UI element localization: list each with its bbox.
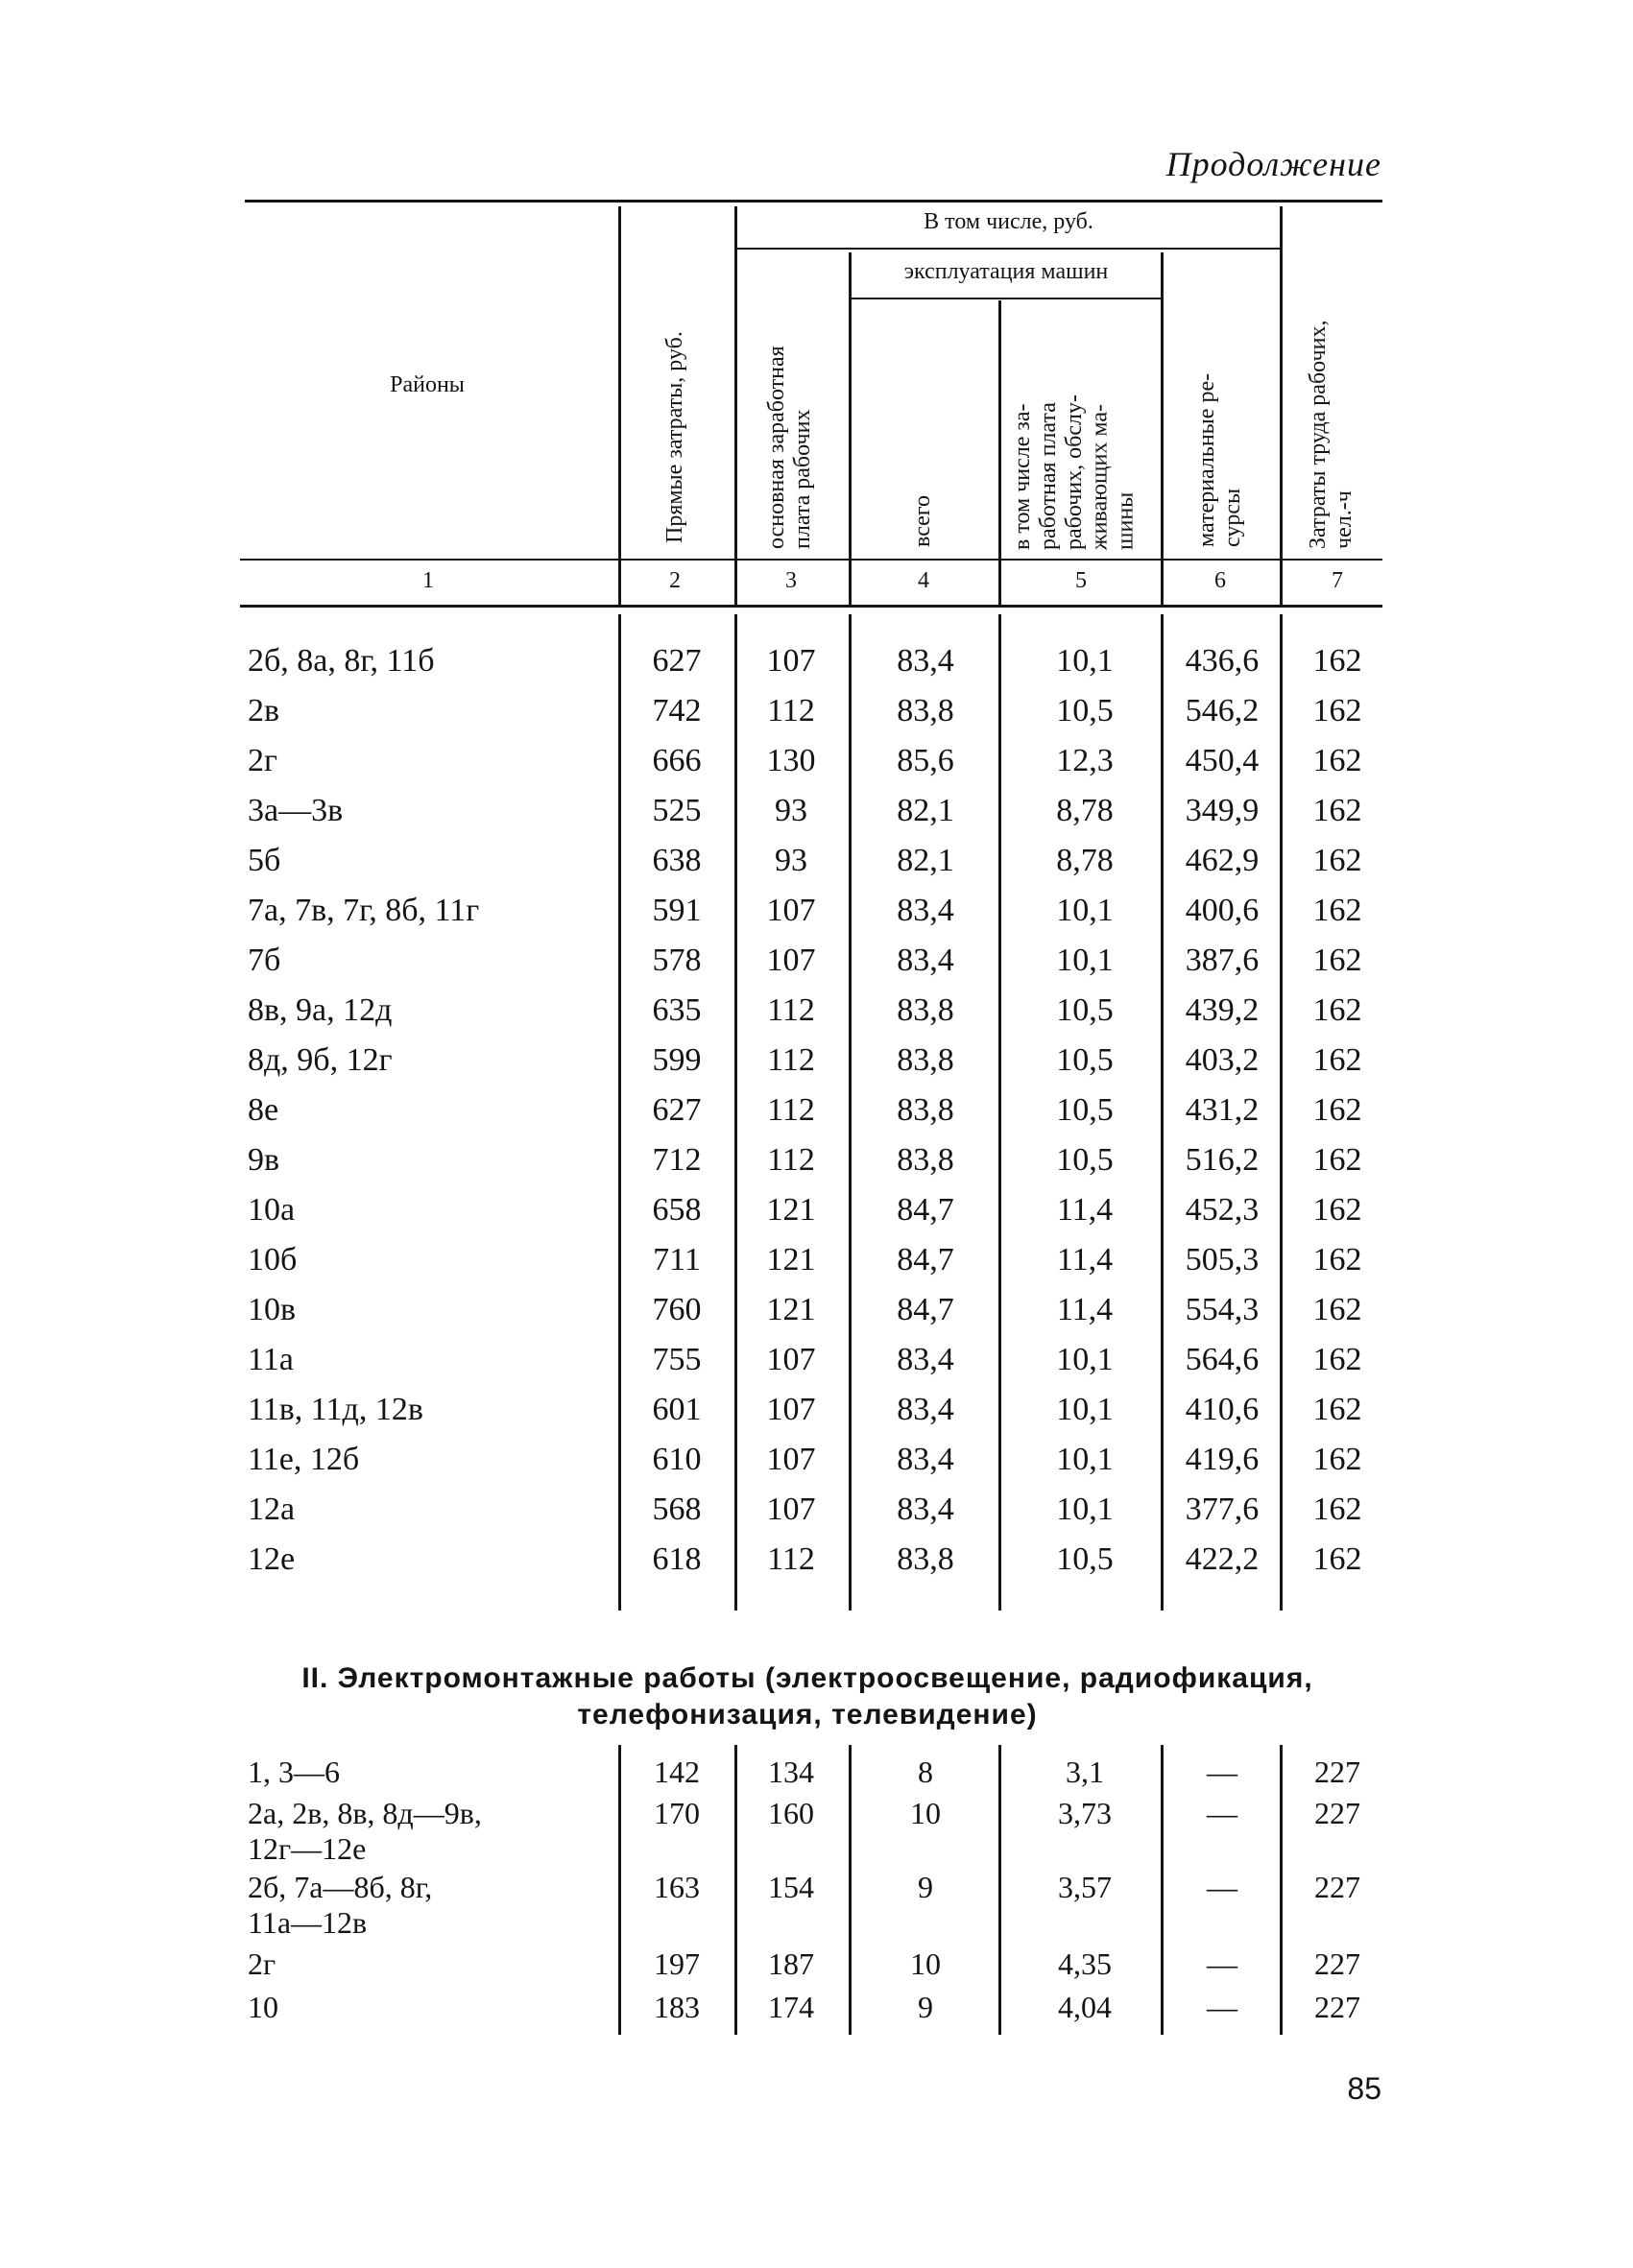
labor-cell: 162 <box>1312 693 1362 728</box>
machine-total-cell: 83,8 <box>897 992 954 1028</box>
base-wages-cell: 107 <box>766 1492 816 1527</box>
direct-costs-cell: 197 <box>654 1946 700 1981</box>
direct-costs-cell: 638 <box>652 843 702 878</box>
direct-costs-cell: 142 <box>654 1755 700 1789</box>
direct-costs-cell: 658 <box>652 1192 702 1228</box>
divider-4 <box>998 300 1001 605</box>
machine-wages-cell: 3,57 <box>1058 1870 1112 1904</box>
district-cell: 11в, 11д, 12в <box>248 1392 423 1427</box>
labor-cell: 162 <box>1312 1492 1362 1527</box>
base-wages-cell: 187 <box>768 1946 814 1981</box>
header-labor: Затраты труда рабочих, чел.-ч <box>1306 320 1357 549</box>
district-cell: 2а, 2в, 8в, 8д—9в, 12г—12е <box>248 1796 482 1866</box>
district-cell: 3а—3в <box>248 793 344 828</box>
base-wages-cell: 174 <box>768 1990 814 2024</box>
machine-wages-cell: 3,1 <box>1066 1755 1104 1789</box>
divider-3 <box>849 252 852 605</box>
district-cell: 10в <box>248 1292 297 1327</box>
machine-total-cell: 83,8 <box>897 1042 954 1078</box>
machine-total-cell: 10 <box>910 1796 941 1830</box>
header-districts: Районы <box>390 372 465 397</box>
district-cell: 2г <box>248 1946 276 1981</box>
materials-cell: 400,6 <box>1185 893 1260 928</box>
materials-cell: 439,2 <box>1185 992 1260 1028</box>
machine-total-cell: 10 <box>910 1946 941 1981</box>
machine-wages-cell: 10,5 <box>1056 693 1114 728</box>
base-wages-cell: 107 <box>766 643 816 679</box>
district-cell: 12а <box>248 1492 296 1527</box>
labor-cell: 227 <box>1314 1870 1360 1904</box>
district-cell: 10а <box>248 1192 296 1228</box>
base-wages-cell: 121 <box>766 1292 816 1327</box>
labor-cell: 162 <box>1312 1292 1362 1327</box>
materials-cell: 410,6 <box>1185 1392 1260 1427</box>
labor-cell: 162 <box>1312 1342 1362 1377</box>
labor-cell: 162 <box>1312 1442 1362 1477</box>
materials-cell: — <box>1207 1755 1237 1789</box>
labor-cell: 227 <box>1314 1755 1360 1789</box>
base-wages-cell: 112 <box>767 1042 815 1078</box>
section-2-title-line-1: II. Электромонтажные работы (электроосвещение, радиофикация, <box>301 1662 1313 1694</box>
direct-costs-cell: 568 <box>652 1492 702 1527</box>
machine-total-cell: 83,4 <box>897 1392 954 1427</box>
labor-cell: 227 <box>1314 1796 1360 1830</box>
base-wages-cell: 121 <box>766 1242 816 1277</box>
machine-total-cell: 83,4 <box>897 1442 954 1477</box>
machine-wages-cell: 3,73 <box>1058 1796 1112 1830</box>
divider-1 <box>618 206 621 605</box>
machine-wages-cell: 10,1 <box>1056 893 1114 928</box>
materials-cell: — <box>1207 1946 1237 1981</box>
direct-costs-cell: 170 <box>654 1796 700 1830</box>
labor-cell: 162 <box>1312 793 1362 828</box>
base-wages-cell: 107 <box>766 893 816 928</box>
machine-total-cell: 83,8 <box>897 1541 954 1577</box>
machine-wages-cell: 10,1 <box>1056 643 1114 679</box>
body-divider-4 <box>998 614 1001 1611</box>
including-group-rule <box>737 248 1280 250</box>
district-cell: 11е, 12б <box>248 1442 360 1477</box>
machine-total-cell: 83,4 <box>897 643 954 679</box>
direct-costs-cell: 618 <box>652 1541 702 1577</box>
column-number: 2 <box>669 568 681 593</box>
numbers-bottom-rule <box>240 605 1382 608</box>
machine-wages-cell: 11,4 <box>1056 1192 1114 1228</box>
machine-total-cell: 84,7 <box>897 1242 954 1277</box>
materials-cell: 554,3 <box>1185 1292 1260 1327</box>
district-cell: 8в, 9а, 12д <box>248 992 393 1028</box>
direct-costs-cell: 578 <box>652 943 702 978</box>
column-number: 6 <box>1214 568 1226 593</box>
labor-cell: 162 <box>1312 843 1362 878</box>
district-cell: 1, 3—6 <box>248 1755 340 1789</box>
district-cell: 11а <box>248 1342 294 1377</box>
header-bottom-rule <box>240 559 1382 561</box>
district-cell: 7б <box>248 943 281 978</box>
district-cell: 2б, 8а, 8г, 11б <box>248 643 435 679</box>
header-direct-costs: Прямые затраты, руб. <box>662 331 687 543</box>
base-wages-cell: 107 <box>766 1392 816 1427</box>
column-number: 5 <box>1075 568 1087 593</box>
base-wages-cell: 112 <box>767 1541 815 1577</box>
labor-cell: 162 <box>1312 893 1362 928</box>
continuation-label: Продолжение <box>1165 145 1381 183</box>
direct-costs-cell: 760 <box>652 1292 702 1327</box>
direct-costs-cell: 599 <box>652 1042 702 1078</box>
divider-6 <box>1280 206 1283 605</box>
machine-total-cell: 9 <box>918 1990 933 2024</box>
direct-costs-cell: 627 <box>652 643 702 679</box>
materials-cell: 462,9 <box>1185 843 1260 878</box>
base-wages-cell: 107 <box>766 943 816 978</box>
materials-cell: 505,3 <box>1185 1242 1260 1277</box>
direct-costs-cell: 627 <box>652 1092 702 1128</box>
machine-total-cell: 8 <box>918 1755 933 1789</box>
materials-cell: 419,6 <box>1185 1442 1260 1477</box>
materials-cell: 403,2 <box>1185 1042 1260 1078</box>
materials-cell: 436,6 <box>1185 643 1260 679</box>
machine-total-cell: 83,4 <box>897 1492 954 1527</box>
base-wages-cell: 107 <box>766 1442 816 1477</box>
direct-costs-cell: 591 <box>652 893 702 928</box>
machine-wages-cell: 10,1 <box>1056 1392 1114 1427</box>
base-wages-cell: 121 <box>766 1192 816 1228</box>
column-number: 3 <box>785 568 797 593</box>
labor-cell: 162 <box>1312 1142 1362 1178</box>
column-number: 4 <box>918 568 929 593</box>
district-cell: 10б <box>248 1242 298 1277</box>
materials-cell: 349,9 <box>1185 793 1260 828</box>
labor-cell: 162 <box>1312 1242 1362 1277</box>
machine-wages-cell: 12,3 <box>1056 743 1114 778</box>
labor-cell: 162 <box>1312 1042 1362 1078</box>
district-cell: 10 <box>248 1990 278 2024</box>
machine-wages-cell: 10,1 <box>1056 1342 1114 1377</box>
column-number: 7 <box>1332 568 1343 593</box>
base-wages-cell: 112 <box>767 1092 815 1128</box>
header-total: всего <box>910 494 935 547</box>
direct-costs-cell: 610 <box>652 1442 702 1477</box>
direct-costs-cell: 742 <box>652 693 702 728</box>
machine-wages-cell: 10,1 <box>1056 1492 1114 1527</box>
machine-wages-cell: 10,5 <box>1056 1042 1114 1078</box>
base-wages-cell: 154 <box>768 1870 814 1904</box>
labor-cell: 162 <box>1312 1541 1362 1577</box>
district-cell: 7а, 7в, 7г, 8б, 11г <box>248 893 480 928</box>
district-cell: 9в <box>248 1142 280 1178</box>
base-wages-cell: 130 <box>766 743 816 778</box>
materials-cell: 564,6 <box>1185 1342 1260 1377</box>
materials-cell: 422,2 <box>1185 1541 1260 1577</box>
machine-total-cell: 83,8 <box>897 693 954 728</box>
machine-wages-cell: 11,4 <box>1056 1242 1114 1277</box>
district-cell: 8д, 9б, 12г <box>248 1042 393 1078</box>
header-including-group: В том числе, руб. <box>924 209 1093 234</box>
district-cell: 12е <box>248 1541 296 1577</box>
machine-total-cell: 84,7 <box>897 1192 954 1228</box>
district-cell: 2б, 7а—8б, 8г, 11а—12в <box>248 1870 433 1940</box>
district-cell: 2в <box>248 693 280 728</box>
machine-wages-cell: 10,5 <box>1056 1541 1114 1577</box>
machine-total-cell: 83,4 <box>897 1342 954 1377</box>
machine-total-cell: 82,1 <box>897 843 954 878</box>
page-number: 85 <box>1347 2071 1381 2106</box>
machine-total-cell: 82,1 <box>897 793 954 828</box>
header-base-wages: основная заработная плата рабочих <box>764 346 815 549</box>
header-machine-operation: эксплуатация машин <box>903 259 1109 284</box>
machine-total-cell: 83,4 <box>897 943 954 978</box>
machine-total-cell: 9 <box>918 1870 933 1904</box>
district-cell: 2г <box>248 743 277 778</box>
materials-cell: 450,4 <box>1185 743 1260 778</box>
materials-cell: 516,2 <box>1185 1142 1260 1178</box>
machine-wages-cell: 10,5 <box>1056 1142 1114 1178</box>
direct-costs-cell: 525 <box>652 793 702 828</box>
labor-cell: 162 <box>1312 943 1362 978</box>
base-wages-cell: 93 <box>775 843 807 878</box>
district-cell: 8е <box>248 1092 279 1128</box>
labor-cell: 162 <box>1312 1092 1362 1128</box>
base-wages-cell: 134 <box>768 1755 814 1789</box>
direct-costs-cell: 712 <box>652 1142 702 1178</box>
labor-cell: 162 <box>1312 643 1362 679</box>
divider-5 <box>1161 252 1164 605</box>
machine-wages-cell: 10,1 <box>1056 943 1114 978</box>
direct-costs-cell: 666 <box>652 743 702 778</box>
direct-costs-cell: 711 <box>653 1242 701 1277</box>
direct-costs-cell: 183 <box>654 1990 700 2024</box>
column-number: 1 <box>422 568 434 593</box>
machine-wages-cell: 10,5 <box>1056 1092 1114 1128</box>
base-wages-cell: 93 <box>775 793 807 828</box>
base-wages-cell: 112 <box>767 693 815 728</box>
direct-costs-cell: 163 <box>654 1870 700 1904</box>
divider-2 <box>734 206 737 605</box>
section-2-title-line-2: телефонизация, телевидение) <box>577 1699 1038 1731</box>
materials-cell: 377,6 <box>1185 1492 1260 1527</box>
header-machine-wages: в том числе за- работная плата рабочих, обслу- живающих ма- шины <box>1010 394 1139 550</box>
machine-wages-cell: 8,78 <box>1056 793 1114 828</box>
machine-wages-cell: 11,4 <box>1056 1292 1114 1327</box>
materials-cell: 387,6 <box>1185 943 1260 978</box>
labor-cell: 162 <box>1312 743 1362 778</box>
direct-costs-cell: 755 <box>652 1342 702 1377</box>
materials-cell: 452,3 <box>1185 1192 1260 1228</box>
base-wages-cell: 112 <box>767 1142 815 1178</box>
materials-cell: — <box>1207 1990 1237 2024</box>
labor-cell: 227 <box>1314 1946 1360 1981</box>
machine-total-cell: 83,4 <box>897 893 954 928</box>
labor-cell: 227 <box>1314 1990 1360 2024</box>
materials-cell: 546,2 <box>1185 693 1260 728</box>
machine-group-rule <box>852 298 1161 299</box>
header-materials: материальные ре- сурсы <box>1194 372 1245 547</box>
machine-total-cell: 83,8 <box>897 1092 954 1128</box>
machine-total-cell: 84,7 <box>897 1292 954 1327</box>
machine-wages-cell: 10,1 <box>1056 1442 1114 1477</box>
table-top-rule <box>245 200 1382 203</box>
materials-cell: 431,2 <box>1185 1092 1260 1128</box>
labor-cell: 162 <box>1312 1192 1362 1228</box>
direct-costs-cell: 601 <box>652 1392 702 1427</box>
machine-wages-cell: 8,78 <box>1056 843 1114 878</box>
labor-cell: 162 <box>1312 1392 1362 1427</box>
labor-cell: 162 <box>1312 992 1362 1028</box>
machine-wages-cell: 10,5 <box>1056 992 1114 1028</box>
machine-total-cell: 85,6 <box>897 743 954 778</box>
base-wages-cell: 112 <box>767 992 815 1028</box>
materials-cell: — <box>1207 1870 1237 1904</box>
direct-costs-cell: 635 <box>652 992 702 1028</box>
machine-total-cell: 83,8 <box>897 1142 954 1178</box>
district-cell: 5б <box>248 843 281 878</box>
materials-cell: — <box>1207 1796 1237 1830</box>
base-wages-cell: 107 <box>766 1342 816 1377</box>
s2-divider-4 <box>998 1745 1001 2035</box>
machine-wages-cell: 4,35 <box>1058 1946 1112 1981</box>
base-wages-cell: 160 <box>768 1796 814 1830</box>
machine-wages-cell: 4,04 <box>1058 1990 1112 2024</box>
